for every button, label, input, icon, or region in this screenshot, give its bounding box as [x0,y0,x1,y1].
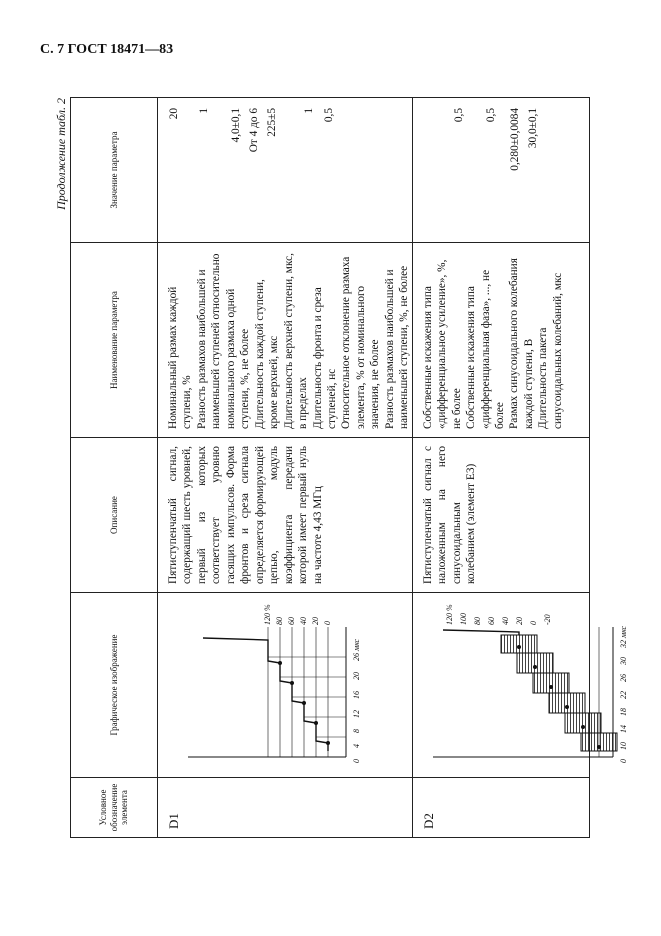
param-item: Номинальный размах каждой ступени, % [167,286,194,429]
param-item: Длительность верхней ступени, мкс, в пределах [282,253,310,429]
value-item: 225±5 [266,108,278,137]
header-value: Значение параметра [71,98,158,243]
y-tick: 60 [486,617,496,625]
d2-y-ticks [443,604,555,625]
x-tick: 18 [618,708,628,716]
x-tick: 10 [618,742,628,750]
x-tick: 30 [618,657,628,665]
value-item: 0,5 [323,108,335,123]
page-header: С. 7 ГОСТ 18471—83 [40,42,174,57]
table-row [158,98,413,838]
x-tick: 26 мкс [352,638,361,661]
signal-graph-d2 [412,593,628,778]
y-tick: 60 [287,617,296,625]
x-tick: 16 [352,691,361,699]
param-item: Разность размахов наибольшей и наименьшей ступени, %, не более [383,265,411,429]
signal-graph-d1 [158,593,413,778]
y-tick: 100 [458,613,468,625]
parameters-table [70,97,628,838]
d1-y-ticks [262,604,334,625]
x-tick: 0 [618,759,628,763]
row-values [412,98,589,243]
x-tick: 20 [352,672,361,680]
value-item: 20 [168,108,180,120]
row-description: Пятиступенчатый сигнал с наложенным на него синусоидальным колебанием (элемент Е3) [412,438,589,593]
x-tick: 14 [618,725,628,733]
param-item: Длительность фронта и среза ступеней, нс [311,287,338,429]
row-parameters [158,243,413,438]
param-item: Длительность пакета синусоидальных колебаний, мкс [537,272,564,429]
value-item: От 4 до 6 [248,108,260,153]
d1-x-ticks [352,639,361,763]
header-graph: Графическое изображение [71,593,158,778]
header-row [71,98,158,838]
param-item: Длительность каждой ступени, кроме верхней, мкс [253,279,281,429]
header-parameter: Наименование параметра [71,243,158,438]
x-tick: 0 [352,759,361,763]
d2-x-ticks [619,626,628,763]
value-item: 0,280±0,0084 [508,108,521,171]
value-item: 1 [198,108,210,114]
y-tick: 80 [472,617,482,625]
y-tick: -20 [542,614,552,625]
continuation-label: Продолжение табл. 2 [54,98,68,210]
y-tick: 40 [299,617,308,625]
row-description: Пятиступенчатый сигнал, содержащий шесть уровней, первый из которых соответствует уровню гасящих импульсов. Форма фронтов и среза сигнала определяется формирующей цепью, модуль коэффициента передачи которой имеет первый нуль на частоте 4,43 МГц [158,438,413,593]
row-code: D2 [412,778,589,838]
y-tick: 120 % [263,604,272,625]
value-item: 30,0±0,1 [526,108,539,149]
y-tick: 120 % [444,604,454,625]
x-tick: 4 [352,744,361,748]
x-tick: 22 [618,691,628,699]
row-parameters [412,243,589,438]
y-tick: 40 [500,617,510,625]
y-tick: 0 [528,621,538,625]
value-item: 0,5 [484,108,497,123]
param-item: Размах синусоидального колебания каждой ступени, В [508,258,535,429]
x-tick: 26 [618,674,628,682]
header-description: Описание [71,438,158,593]
y-tick: 80 [275,617,284,625]
param-item: Собственные искажения типа «дифференциальное усиление», %, не более [421,259,463,429]
header-code: Условное обозначение элемента [71,778,158,838]
param-item: Собственные искажения типа «дифференциальная фаза», ..., не более [465,269,506,429]
param-item: Разность размахов наибольшей и наименьшей ступеней относительно номинального размаха одной ступени, %, не более [195,253,252,429]
x-tick: 8 [352,729,361,733]
row-values [158,98,413,243]
value-item: 1 [303,108,315,114]
param-item: Относительное отклонение размаха элемента, % от номинального значения, не более [340,256,382,429]
x-tick: 12 [352,710,361,718]
x-tick: 32 мкс [618,625,628,648]
value-item: 0,5 [452,108,465,123]
y-tick: 20 [514,617,524,625]
y-tick: 20 [311,617,320,625]
value-item: 4,0±0,1 [230,108,242,143]
rotated-table-block [54,98,628,838]
y-tick: 0 [323,621,332,625]
table-row [412,98,589,838]
row-code: D1 [158,778,413,838]
